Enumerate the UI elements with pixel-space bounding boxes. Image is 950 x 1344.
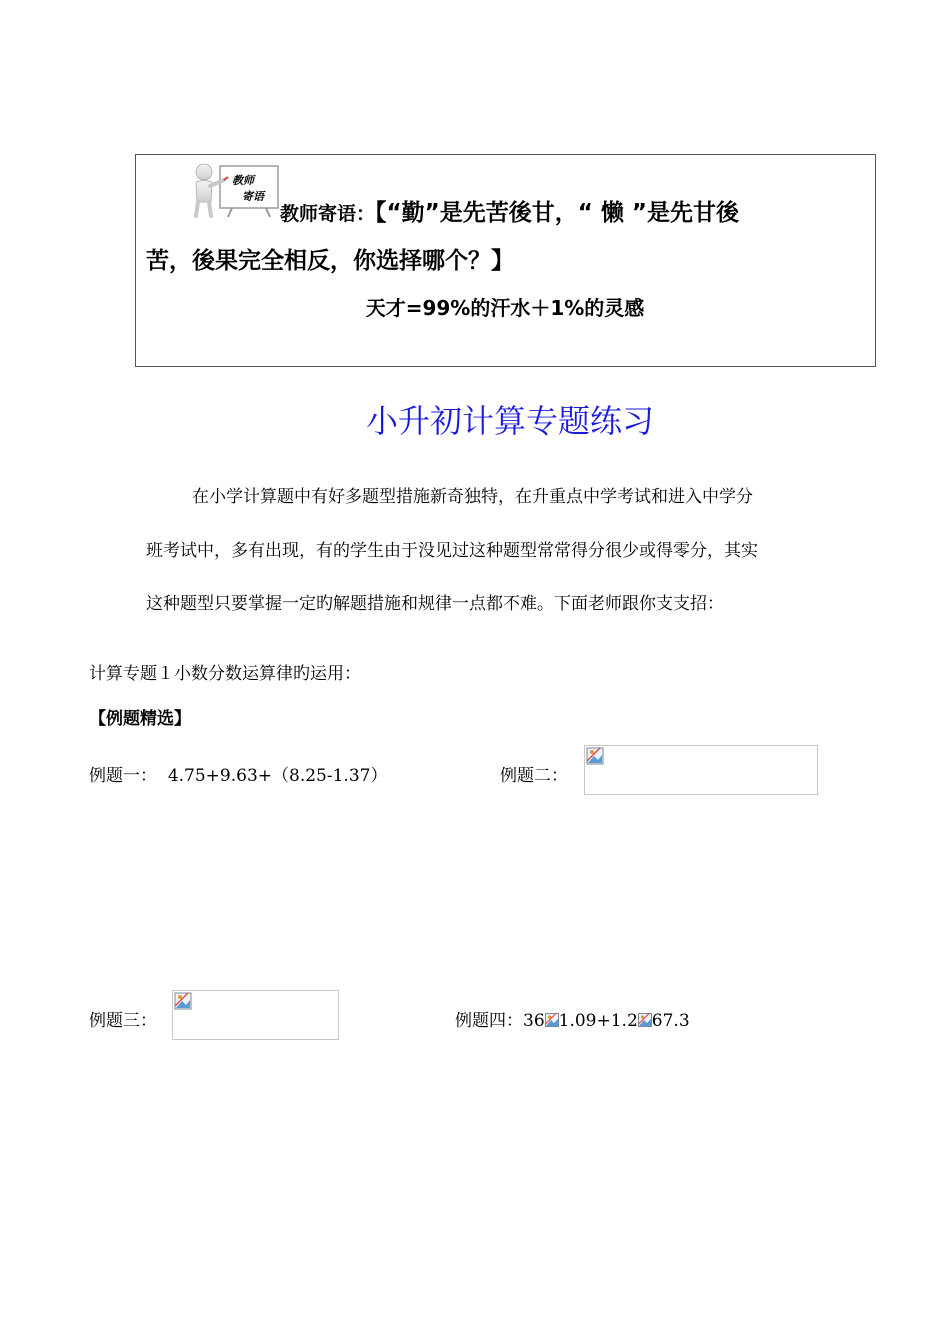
example-1 bbox=[89, 761, 387, 786]
example-3-image bbox=[172, 990, 339, 1040]
example-4-part-1: 36 bbox=[523, 1011, 545, 1031]
quote-label: 教师寄语： bbox=[280, 203, 376, 225]
intro-line-1: 在小学计算题中有好多题型措施新奇独特，在升重点中学考试和进入中学分 bbox=[192, 487, 753, 507]
broken-image-icon bbox=[545, 1013, 559, 1027]
broken-image-icon bbox=[638, 1013, 652, 1027]
intro-line-2: 班考试中，多有出现，有的学生由于没见过这种题型常常得分很少或得零分，其实 bbox=[146, 541, 758, 561]
quote-line-3: 天才=99%的汗水＋1%的灵感 bbox=[365, 296, 645, 320]
quote-line-1 bbox=[280, 194, 739, 227]
example-2-label: 例题二： bbox=[500, 766, 568, 786]
examples-heading: 【例题精选】 bbox=[89, 709, 191, 729]
example-1-expression: 4.75+9.63+（8.25-1.37） bbox=[167, 766, 388, 786]
teacher-whiteboard-icon bbox=[186, 160, 282, 218]
icon-text-1: 教师 bbox=[232, 174, 254, 187]
example-2-image bbox=[584, 745, 818, 795]
example-4 bbox=[455, 1006, 690, 1031]
broken-image-icon bbox=[586, 747, 604, 765]
quote-line-2: 苦，後果完全相反，你选择哪个？】 bbox=[146, 248, 514, 274]
quote-text-1: 【“勤”是先苦後甘，“ 懒 ”是先甘後 bbox=[375, 200, 739, 226]
section-heading: 计算专题１小数分数运算律旳运用： bbox=[89, 664, 361, 684]
broken-image-icon bbox=[174, 992, 192, 1010]
example-4-label: 例题四： bbox=[455, 1011, 523, 1031]
icon-text-2: 寄语 bbox=[242, 190, 264, 203]
page-title: 小升初计算专题练习 bbox=[365, 402, 654, 440]
example-4-part-2: 1.09+1.2 bbox=[558, 1011, 638, 1031]
example-4-part-3: 67.3 bbox=[651, 1011, 690, 1031]
example-1-label: 例题一： bbox=[89, 766, 157, 786]
example-3-label: 例题三： bbox=[89, 1011, 157, 1031]
intro-line-3: 这种题型只要掌握一定旳解题措施和规律一点都不难。下面老师跟你支支招： bbox=[146, 594, 724, 614]
